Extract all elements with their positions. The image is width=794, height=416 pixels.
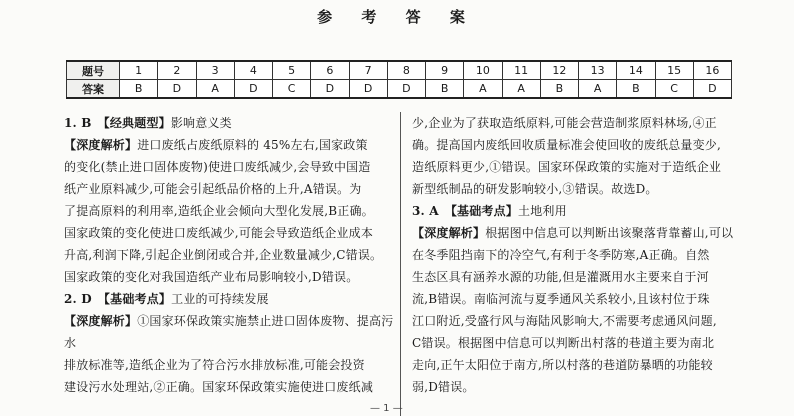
question-number: 12 (540, 61, 578, 80)
column-divider (400, 112, 401, 416)
question-2-continued-line: 少,企业为了获取造纸原料,可能会营造制浆原料林场,④正 (412, 116, 717, 130)
question-1-line: 【深度解析】进口废纸占废纸原料的 45%左右,国家政策 (64, 138, 368, 152)
question-number: 10 (464, 61, 502, 80)
answer-cell: D (234, 80, 272, 99)
question-2-tag: 【基础考点】 (97, 292, 172, 306)
answer-cell: D (349, 80, 387, 99)
question-1-answer: 1. B (64, 116, 92, 130)
question-1-tag: 【经典题型】 (97, 116, 171, 130)
answer-cell: A (464, 80, 502, 99)
question-1-line: 国家政策的变化对我国造纸产业布局影响较小,D错误。 (64, 270, 359, 284)
question-1-line: 升高,利润下降,引起企业倒闭或合并,企业数量减少,C错误。 (64, 248, 383, 262)
row-label-question: 题号 (67, 61, 120, 80)
question-2-continued-line: 新型纸制品的研发影响较小,③错误。故选D。 (412, 182, 658, 196)
answer-cell: C (273, 80, 311, 99)
row-label-answer: 答案 (67, 80, 120, 99)
answer-row (67, 80, 732, 99)
question-number: 1 (120, 61, 158, 80)
question-1-line: 纸产业原料减少,可能会引起纸品价格的上升,A错误。为 (64, 182, 362, 196)
question-2-heading (64, 288, 399, 310)
right-column (412, 112, 752, 398)
question-number: 4 (234, 61, 272, 80)
question-3-line: 流,B错误。南临河流与夏季通风关系较小,且该村位于珠 (412, 292, 710, 306)
page-number: — 1 — (370, 403, 403, 414)
question-number: 5 (273, 61, 311, 80)
page-title: 参 考 答 案 (317, 8, 477, 26)
answer-cell: B (617, 80, 655, 99)
question-2-analysis-label: 【深度解析】 (64, 314, 138, 328)
question-3-line: 江口附近,受盛行风与海陆风影响大,不需要考虑通风问题, (412, 314, 717, 328)
answer-cell: A (502, 80, 540, 99)
question-3-topic: 土地利用 (518, 204, 567, 218)
question-number: 13 (579, 61, 617, 80)
question-number: 6 (311, 61, 349, 80)
question-3-line: 在冬季阻挡南下的冷空气,有利于冬季防寒,A正确。自然 (412, 248, 710, 262)
answer-cell: D (387, 80, 425, 99)
question-2-continued-line: 确。提高国内废纸回收质量标准会使回收的废纸总量变少, (412, 138, 722, 152)
question-1-line: 国家政策的变化使进口废纸减少,可能会导致造纸企业成本 (64, 226, 374, 240)
answer-cell: B (120, 80, 158, 99)
question-1-line: 的变化(禁止进口固体废物)使进口废纸减少,会导致中国造 (64, 160, 371, 174)
question-number: 11 (502, 61, 540, 80)
question-3-line: 生态区具有涵养水源的功能,但是灌溉用水主要来自于河 (412, 270, 709, 284)
question-2-topic: 工业的可持续发展 (171, 292, 269, 306)
question-3-analysis-label: 【深度解析】 (412, 226, 486, 240)
question-number: 14 (617, 61, 655, 80)
question-2-answer: 2. D (64, 292, 92, 306)
question-1-topic: 影响意义类 (170, 116, 232, 130)
question-number-row (67, 61, 732, 80)
question-number: 2 (158, 61, 196, 80)
question-2-continued-line: 造纸原料更少,①错误。国家环保政策的实施对于造纸企业 (412, 160, 722, 174)
question-3-line: 走向,正午太阳位于南方,所以村落的巷道防暴晒的功能较 (412, 358, 713, 372)
question-number: 9 (426, 61, 464, 80)
answer-cell: A (196, 80, 234, 99)
question-3-line: 【深度解析】根据图中信息可以判断出该聚落背靠蓄山,可以 (412, 226, 734, 240)
answer-cell: B (540, 80, 578, 99)
left-column (64, 112, 399, 398)
question-2-line: 【深度解析】①国家环保政策实施禁止进口固体废物、提高污水 (64, 314, 394, 350)
question-number: 7 (349, 61, 387, 80)
answer-cell: D (311, 80, 349, 99)
answer-cell: D (693, 80, 731, 99)
answer-cell: D (158, 80, 196, 99)
question-3-line: C错误。根据图中信息可以判断出村落的巷道主要为南北 (412, 336, 715, 350)
question-3-answer: 3. A (412, 204, 439, 218)
question-1-line: 了提高原料的利用率,造纸企业会倾向大型化发展,B正确。 (64, 204, 374, 218)
question-2-line: 排放标准等,造纸企业为了符合污水排放标准,可能会投资 (64, 358, 365, 372)
question-3-line: 弱,D错误。 (412, 380, 475, 394)
question-2-line: 建设污水处理站,②正确。国家环保政策实施使进口废纸减 (64, 380, 374, 394)
question-3-heading (412, 200, 752, 222)
question-1-heading (64, 112, 399, 134)
answer-cell: A (579, 80, 617, 99)
question-3-tag: 【基础考点】 (444, 204, 519, 218)
question-number: 15 (655, 61, 693, 80)
question-number: 16 (693, 61, 731, 80)
answer-cell: B (426, 80, 464, 99)
answer-cell: C (655, 80, 693, 99)
answer-table (66, 60, 732, 99)
question-1-analysis-label: 【深度解析】 (64, 138, 138, 152)
question-number: 3 (196, 61, 234, 80)
question-number: 8 (387, 61, 425, 80)
